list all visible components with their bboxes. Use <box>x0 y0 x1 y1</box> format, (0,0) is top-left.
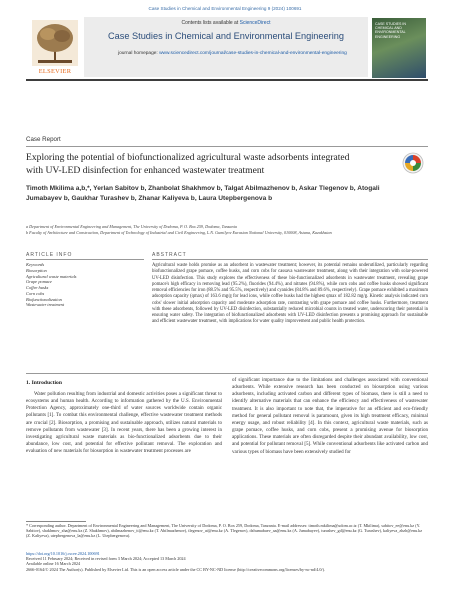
sciencedirect-link[interactable]: ScienceDirect <box>239 20 271 26</box>
affiliation-a: a Department of Environmental Engineering and Management, The University of Dodoma, P. O. Box 259, Dodoma, Tanzania <box>26 224 237 229</box>
header-rule <box>26 79 428 81</box>
journal-homepage <box>118 51 368 57</box>
article-info-heading: ARTICLE INFO <box>26 252 73 258</box>
keyword-item: Biosorption <box>26 268 47 273</box>
keyword-item: Coffee husks <box>26 285 49 291</box>
keyword-list <box>26 268 144 308</box>
article-type: Case Report <box>26 136 61 143</box>
divider <box>26 373 428 374</box>
intro-left-column: Water pollution resulting from industrial and domestic activities poses a significant threat to ecosystems and human health. According to information gathered by the U.S. Environmental Protection Agency, approximately one-third of water sources worldwide contain organic pollutants [1]. To combat this environmental challenge, effective wastewater treatment methods are crucial [2]. Biosorption, a promising and sustainable approach, utilizes natural materials to remove pollutants from wastewater [3]. In recent years, there has been a growing interest in investigating agricultural waste materials as bio-functionalized adsorbents due to their abundance, low cost, and potential for effective pollutant removal. The exploration and evaluation of new materials for biosorption in wastewater treatment processes are <box>26 391 222 455</box>
contents-prefix: Contents lists available at <box>181 20 240 26</box>
available-online: Available online 16 March 2024 <box>26 561 81 567</box>
intro-right-column: of significant importance due to the limitations and challenges associated with conventional adsorbents. While extensive research has been conducted on biosorption using various adsorbents, including activated carbon and different types of biomass, there is still a need to identify alternative materials that can enhance the efficiency and effectiveness of wastewater treatment. It is also important to note that, the imperative for an efficient and eco-friendly method for general pollutant removal is paramount, given its high treatment efficacy, minimal energy usage, and robust reliability [4]. In this context, agricultural waste materials, such as grape pomace, coffee husks, and corn cobs, present a promising avenue for biosorption applications. These materials are often disregarded despite their abundant availability, low cost, and potential for pollutant removal [5]. While conventional adsorbents like activated carbon and various types of biomass have been extensively studied for <box>232 377 428 455</box>
section-heading: 1. Introduction <box>26 380 62 386</box>
doi-link[interactable]: https://doi.org/10.1016/j.cscee.2024.100691 <box>26 551 100 556</box>
publisher-name: ELSEVIER <box>38 68 72 75</box>
affiliation-b: b Faculty of Architecture and Construction, Department of Technology of Industrial and Civil Engineering, L.N. Gumilyov Eurasian National University, 010008, Astana, Kazakhstan <box>26 229 332 235</box>
author-list[interactable]: Timoth Mkilima a,b,*, Yerlan Sabitov b, Zhanbolat Shakhmov b, Talgat Abilmazhenov b, Askar Tlegenov b, Atogali Jumabayev b, Gaukhar Turashev b, Zhanar Kaliyeva b, Laura Utepbergenova b <box>26 185 380 202</box>
journal-title: Case Studies in Chemical and Environmental Engineering <box>108 31 344 41</box>
received-dates: Received 11 February 2024; Received in revised form 3 March 2024; Accepted 13 March 2024 <box>26 556 186 562</box>
corresponding-author-footnote: * Corresponding author. Department of Environmental Engineering and Management, The University of Dodoma, P. O. Box 259, Dodoma, Tanzania. E-mail addresses: timoth.mkilima@udom.ac.tz (T. Mkilima), sabitov_ee@enu.kz (Y. Sabitov), shakhmov_zha@enu.kz (Z. Shakhmov), abilmazhenov_tt@enu.kz (T. Abilmazhenov), tlegenov_at@enu.kz (A. Tlegenov), dzhumabaev_aa@enu.kz (A. Jumabayev), turashev_gd@enu.kz (G. Turashev), kaliyeva_zhzh@enu.kz (Z. Kaliyeva), utepbergenova_la@enu.kz (L. Utepbergenova). <box>26 523 423 539</box>
article-title: Exploring the potential of biofunctionalized agricultural waste adsorbents integrated with UV-LED disinfection for enhanced wastewater treatment <box>26 152 350 176</box>
publication-info <box>26 551 428 572</box>
journal-cover-title: CASE STUDIES IN CHEMICAL AND ENVIRONMENTAL ENGINEERING <box>375 22 406 39</box>
homepage-link[interactable]: www.sciencedirect.com/journal/case-studies-in-chemical-and-environmental-engineering <box>159 51 347 56</box>
abstract-heading: ABSTRACT <box>152 252 187 258</box>
contents-line <box>84 20 368 26</box>
abstract-text: Agricultural waste holds promise as an adsorbent in wastewater treatment; however, its potential remains underutilized, particularly regarding biofunctionalized grape pomace, coffee husks, and corn cobs for cassava wastewater treatment, along with their integration with solar-powered UV-LED disinfection. This study explores the effectiveness of these bio-functionalized adsorbents in wastewater treatment, revealing grape pomace's high efficacy in removing lead (95.2%), fluorides (94.4%), and nitrates (94.8%), while corn cobs and coffee husks showed significant removal efficiencies for iron (88.5% and 95.5%, respectively) and cyanides (84.8% and 89.6%, respectively). Grape pomace exhibited a maximum adsorption capacity (qmax) of 163.6 mg/g for lead ions, while coffee husks had the highest qmax of 182.82 mg/g. Kinetic analysis indicated corn cobs' slower initial adsorption capacity and moderate adsorption rate, contrasting with grape pomace and coffee husks. Furthermore, treatment with these adsorbents, followed by UV-LED disinfection, substantially reduced microbial counts in treated water, underscoring their potential in ensuring water safety. The integration of biofunctionalized adsorbents with UV-LED disinfection presents a promising approach for sustainable and efficient wastewater treatment, with implications for water quality improvement and public health protection. <box>152 263 428 325</box>
crossmark-icon[interactable] <box>402 152 424 174</box>
divider <box>152 259 428 260</box>
header-background <box>84 17 368 77</box>
keyword-item: Biofunctionalization <box>26 296 62 302</box>
divider <box>26 259 144 260</box>
homepage-label: journal homepage: <box>118 51 160 56</box>
keyword-item: Wastewater treatment <box>26 302 65 308</box>
affiliations <box>26 224 416 235</box>
keyword-item: Agricultural waste materials <box>26 273 77 279</box>
footnote-rule <box>26 521 86 522</box>
keyword-item: Corn cobs <box>26 290 45 296</box>
keyword-item: Grape pomace <box>26 279 52 285</box>
license-text[interactable]: 2666-0164/© 2024 The Author(s). Published by Elsevier Ltd. This is an open access article under the CC BY-NC-ND license (http://creativecommons.org/licenses/by-nc-nd/4.0/). <box>26 566 326 572</box>
divider <box>26 146 428 147</box>
journal-citation[interactable]: Case Studies in Chemical and Environmental Engineering 9 (2024) 100691 <box>148 6 302 11</box>
keywords-heading: Keywords <box>26 262 45 267</box>
